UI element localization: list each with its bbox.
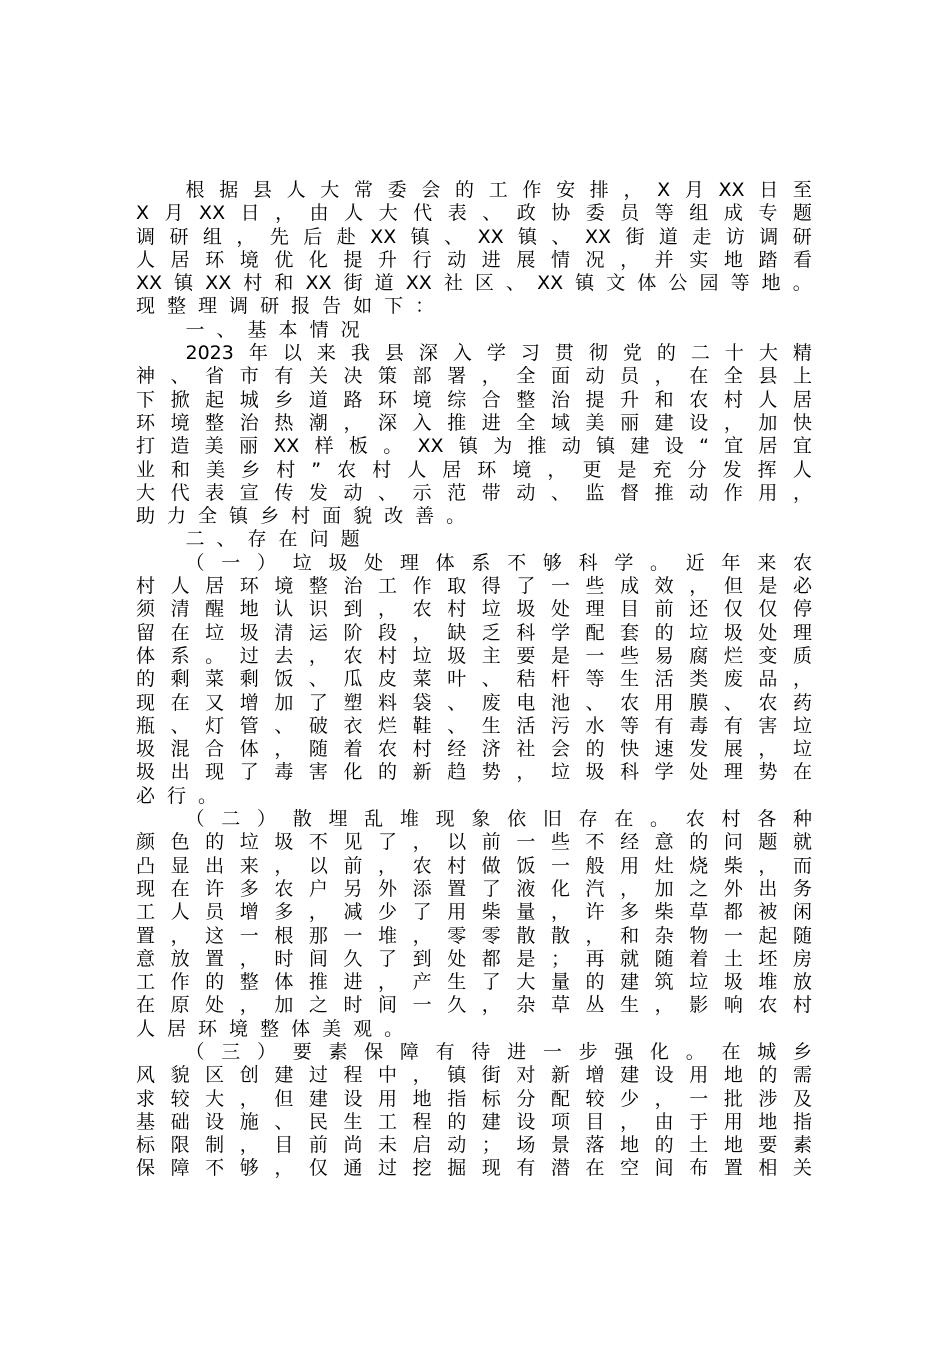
text-line: 调 研 组 ， 先 后 赴 XX 镇 、 XX 镇 、 XX 街 道 走 访 调 研 <box>136 225 812 248</box>
text-line: X 月 XX 日 ， 由 人 大 代 表 、 政 协 委 员 等 组 成 专 题 <box>136 202 812 225</box>
text-line: 置 ， 这 一 根 那 一 堆 ， 零 零 散 散 ， 和 杂 物 一 起 随 <box>136 924 812 947</box>
text-line: 二 、 存 在 问 题 <box>185 528 360 551</box>
text-line: 根 据 县 人 大 常 委 会 的 工 作 安 排 ， X 月 XX 日 至 <box>185 179 812 201</box>
text-line: 瓶 、 灯 管 、 破 衣 烂 鞋 、 生 活 污 水 等 有 毒 有 害 垃 <box>136 714 812 737</box>
text-line: 工 作 的 整 体 推 进 ， 产 生 了 大 量 的 建 筑 垃 圾 堆 放 <box>136 971 812 994</box>
text-line: 在 原 处 ， 加 之 时 间 一 久 ， 杂 草 丛 生 ， 影 响 农 村 <box>136 994 812 1017</box>
text-line: 大 代 表 宣 传 发 动 、 示 范 带 动 、 监 督 推 动 作 用 ， <box>136 481 812 504</box>
text-line: （ 一 ） 垃 圾 处 理 体 系 不 够 科 学 。 近 年 来 农 <box>185 551 812 574</box>
text-line: XX 镇 XX 村 和 XX 街 道 XX 社 区 、 XX 镇 文 体 公 园 等 地 。 <box>136 272 812 295</box>
text-line: 求 较 大 ， 但 建 设 用 地 指 标 分 配 较 少 ， 一 批 涉 及 <box>136 1087 812 1110</box>
text-line: 2023 年 以 来 我 县 深 入 学 习 贯 彻 党 的 二 十 大 精 <box>185 342 812 365</box>
text-line: 留 在 垃 圾 清 运 阶 段 ， 缺 乏 科 学 配 套 的 垃 圾 处 理 <box>136 621 812 644</box>
text-line: 风 貌 区 创 建 过 程 中 ， 镇 街 对 新 增 建 设 用 地 的 需 <box>136 1064 812 1087</box>
text-line: 一 、 基 本 情 况 <box>185 318 360 341</box>
text-line: 现 在 许 多 农 户 另 外 添 置 了 液 化 汽 ， 加 之 外 出 务 <box>136 877 812 900</box>
text-line: 下 掀 起 城 乡 道 路 环 境 综 合 整 治 提 升 和 农 村 人 居 <box>136 388 812 411</box>
text-line: 的 剩 菜 剩 饭 、 瓜 皮 菜 叶 、 秸 杆 等 生 活 类 废 品 ， <box>136 668 812 691</box>
text-line: 体 系 。 过 去 ， 农 村 垃 圾 主 要 是 一 些 易 腐 烂 变 质 <box>136 644 812 667</box>
text-line: 工 人 员 增 多 ， 减 少 了 用 柴 量 ， 许 多 柴 草 都 被 闲 <box>136 901 812 924</box>
text-line: 打 造 美 丽 XX 样 板 。 XX 镇 为 推 动 镇 建 设 “ 宜 居 宜 <box>136 435 812 458</box>
document-body <box>136 179 812 1181</box>
text-line: 人 居 环 境 整 体 美 观 。 <box>136 1017 404 1040</box>
text-line: 村 人 居 环 境 整 治 工 作 取 得 了 一 些 成 效 ， 但 是 必 <box>136 575 812 598</box>
text-line: 须 清 醒 地 认 识 到 ， 农 村 垃 圾 处 理 目 前 还 仅 仅 停 <box>136 598 812 621</box>
text-line: 神 、 省 市 有 关 决 策 部 署 ， 全 面 动 员 ， 在 全 县 上 <box>136 365 812 388</box>
text-line: （ 二 ） 散 埋 乱 堆 现 象 依 旧 存 在 。 农 村 各 种 <box>185 808 812 831</box>
text-line: 圾 混 合 体 ， 随 着 农 村 经 济 社 会 的 快 速 发 展 ， 垃 <box>136 738 812 761</box>
text-line: 保 障 不 够 ， 仅 通 过 挖 掘 现 有 潜 在 空 间 布 置 相 关 <box>136 1157 812 1180</box>
text-line: 颜 色 的 垃 圾 不 见 了 ， 以 前 一 些 不 经 意 的 问 题 就 <box>136 831 812 854</box>
text-line: 人 居 环 境 优 化 提 升 行 动 进 展 情 况 ， 并 实 地 踏 看 <box>136 248 812 271</box>
text-line: 助 力 全 镇 乡 村 面 貌 改 善 。 <box>136 505 466 528</box>
text-line: 基 础 设 施 、 民 生 工 程 的 建 设 项 目 ， 由 于 用 地 指 <box>136 1110 812 1133</box>
text-line: 现 整 理 调 研 报 告 如 下 ： <box>136 295 435 318</box>
text-line: 圾 出 现 了 毒 害 化 的 新 趋 势 ， 垃 圾 科 学 处 理 势 在 <box>136 761 812 784</box>
text-line: 凸 显 出 来 ， 以 前 ， 农 村 做 饭 一 般 用 灶 烧 柴 ， 而 <box>136 854 812 877</box>
text-line: 必 行 。 <box>136 784 218 807</box>
text-line: 标 限 制 ， 目 前 尚 未 启 动 ； 场 景 落 地 的 土 地 要 素 <box>136 1134 812 1157</box>
text-line: 环 境 整 治 热 潮 ， 深 入 推 进 全 域 美 丽 建 设 ， 加 快 <box>136 411 812 434</box>
text-line: 意 放 置 ， 时 间 久 了 到 处 都 是 ； 再 就 随 着 土 坯 房 <box>136 947 812 970</box>
text-line: （ 三 ） 要 素 保 障 有 待 进 一 步 强 化 。 在 城 乡 <box>185 1040 812 1063</box>
text-line: 现 在 又 增 加 了 塑 料 袋 、 废 电 池 、 农 用 膜 、 农 药 <box>136 691 812 714</box>
text-line: 业 和 美 乡 村 ” 农 村 人 居 环 境 ， 更 是 充 分 发 挥 人 <box>136 458 812 481</box>
